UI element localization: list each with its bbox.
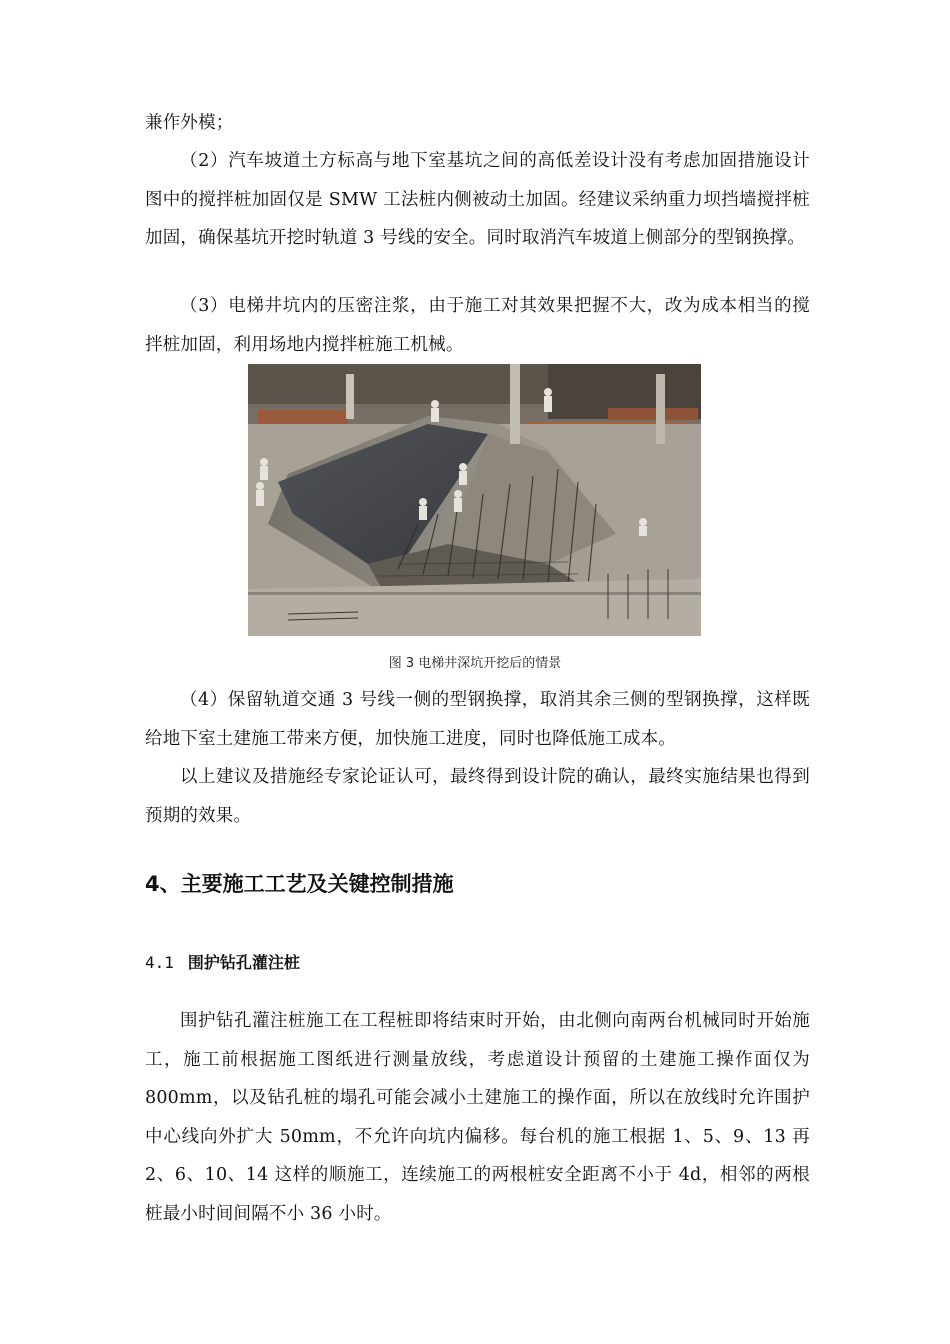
subsection-number: 4.1	[145, 953, 174, 972]
paragraph-item-2: （2）汽车坡道土方标高与地下室基坑之间的高低差设计没有考虑加固措施设计图中的搅拌桩加固仅是 SMW 工法桩内侧被动土加固。经建议采纳重力坝挡墙搅拌桩加固，确保基坑开挖时轨道 3 号线的安全。同时取消汽车坡道上侧部分的型钢换撑。	[145, 151, 810, 248]
paragraph-continuation: 兼作外模；	[145, 113, 234, 133]
paragraph-body: 围护钻孔灌注桩施工在工程桩即将结束时开始，由北侧向南两台机械同时开始施工，施工前根据施工图纸进行测量放线，考虑道设计预留的土建施工操作面仅为 800mm，以及钻孔桩的塌孔可能会减小土建施工的操作面，所以在放线时允许围护中心线向外扩大 50mm，不允许向坑内偏移。每台机的施工根据 1、5、9、13 再 2、6、10、14 这样的顺施工，连续施工的两根桩安全距离不小于 4d，相邻的两根桩最小时间间隔不小 36 小时。	[145, 1011, 810, 1224]
paragraph-item-4: （4）保留轨道交通 3 号线一侧的型钢换撑，取消其余三侧的型钢换撑，这样既给地下室土建施工带来方便，加快施工进度，同时也降低施工成本。	[145, 690, 810, 749]
subsection-heading	[145, 950, 300, 973]
figure-caption: 图 3 电梯井深坑开挖后的情景	[388, 656, 562, 671]
paragraph-summary: 以上建议及措施经专家论证认可，最终得到设计院的确认，最终实施结果也得到预期的效果。	[145, 767, 810, 826]
paragraph-item-3: （3）电梯井坑内的压密注浆，由于施工对其效果把握不大，改为成本相当的搅拌桩加固，利用场地内搅拌桩施工机械。	[145, 296, 810, 355]
section-heading: 4、主要施工工艺及关键控制措施	[145, 872, 454, 896]
subsection-title: 围护钻孔灌注桩	[187, 953, 300, 972]
construction-site-photo	[248, 364, 701, 636]
elevator-pit-excavation-image	[248, 364, 701, 636]
